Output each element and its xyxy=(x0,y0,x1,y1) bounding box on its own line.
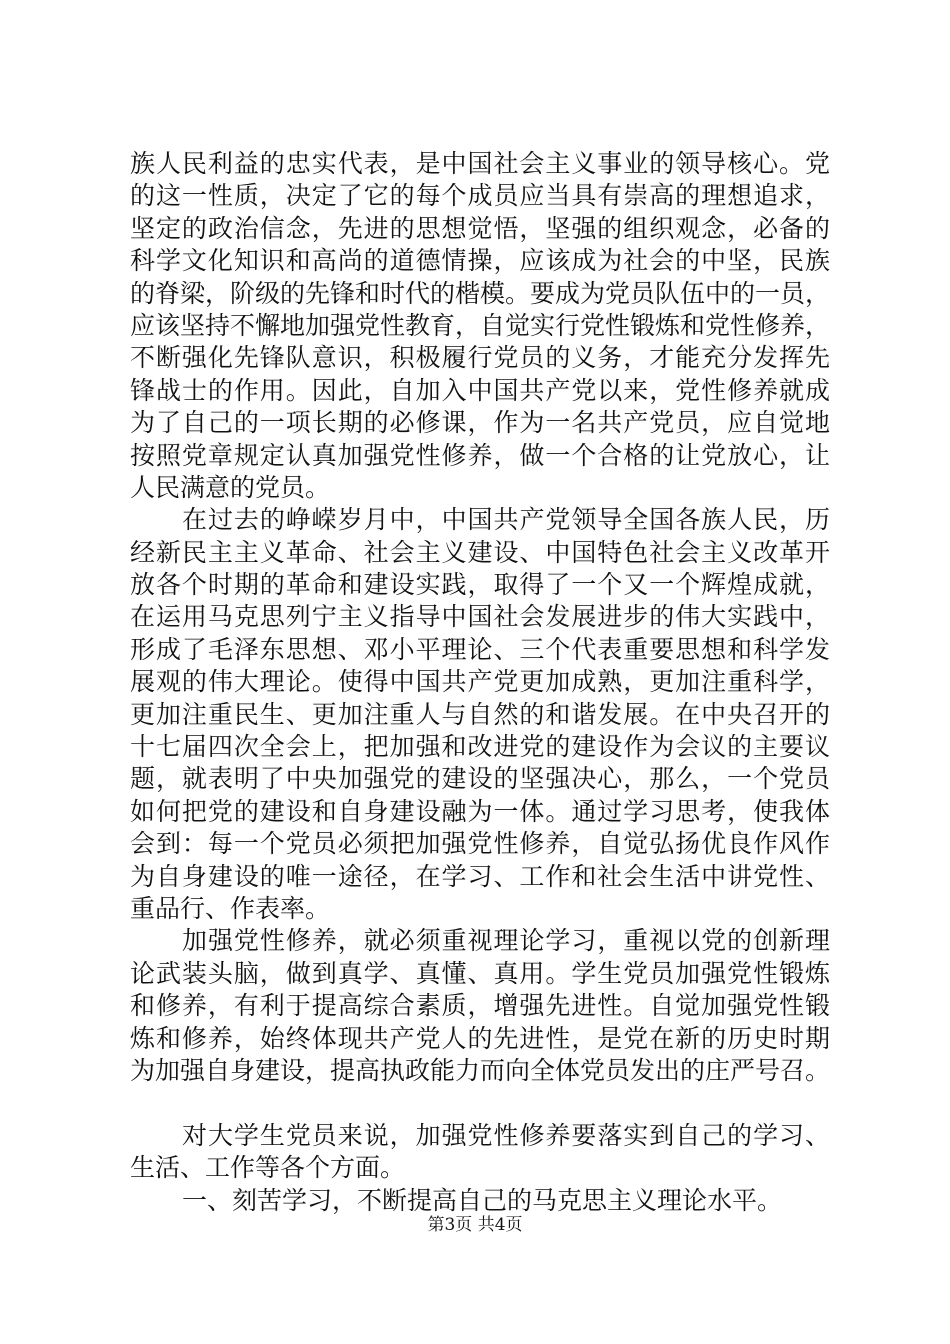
text-line: 经新民主主义革命、社会主义建设、中国特色社会主义改革开 xyxy=(130,537,830,567)
text-line: 一、刻苦学习，不断提高自己的马克思主义理论水平。 xyxy=(182,1185,783,1215)
text-line: 为加强自身建设，提高执政能力而向全体党员发出的庄严号召。 xyxy=(130,1055,831,1085)
text-line: 论武装头脑，做到真学、真懂、真用。学生党员加强党性锻炼 xyxy=(130,958,830,988)
text-line: 族人民利益的忠实代表，是中国社会主义事业的领导核心。党 xyxy=(130,149,830,178)
text-line: 坚定的政治信念，先进的思想觉悟，坚强的组织观念，必备的 xyxy=(130,213,830,243)
text-line: 科学文化知识和高尚的道德情操，应该成为社会的中坚，民族 xyxy=(130,246,830,276)
text-line: 重品行、作表率。 xyxy=(130,893,331,923)
text-line: 和修养，有利于提高综合素质，增强先进性。自觉加强党性锻 xyxy=(130,991,830,1021)
text-line: 题，就表明了中央加强党的建设的坚强决心，那么，一个党员 xyxy=(130,764,830,794)
text-line: 炼和修养，始终体现共产党人的先进性，是党在新的历史时期 xyxy=(130,1023,830,1053)
text-line: 的脊梁，阶级的先锋和时代的楷模。要成为党员队伍中的一员， xyxy=(130,278,831,308)
text-line: 形成了毛泽东思想、邓小平理论、三个代表重要思想和科学发 xyxy=(130,634,830,664)
text-line: 按照党章规定认真加强党性修养，做一个合格的让党放心，让 xyxy=(130,440,830,470)
text-line: 在运用马克思列宁主义指导中国社会发展进步的伟大实践中， xyxy=(130,602,830,632)
text-line: 的这一性质，决定了它的每个成员应当具有崇高的理想追求， xyxy=(130,181,830,211)
text-line: 如何把党的建设和自身建设融为一体。通过学习思考，使我体 xyxy=(130,796,830,826)
text-line: 应该坚持不懈地加强党性教育，自觉实行党性锻炼和党性修养， xyxy=(130,310,831,340)
text-line: 人民满意的党员。 xyxy=(130,472,331,502)
text-line: 放各个时期的革命和建设实践，取得了一个又一个辉煌成就， xyxy=(130,570,830,600)
text-line: 锋战士的作用。因此，自加入中国共产党以来，党性修养就成 xyxy=(130,375,830,405)
paragraph-gap xyxy=(130,1087,830,1119)
text-line: 对大学生党员来说，加强党性修养要落实到自己的学习、 xyxy=(182,1120,830,1150)
page-footer: 第3页 共4页 xyxy=(427,1215,523,1235)
text-line: 十七届四次全会上，把加强和改进党的建设作为会议的主要议 xyxy=(130,732,830,762)
text-line: 不断强化先锋队意识，积极履行党员的义务，才能充分发挥先 xyxy=(130,343,830,373)
text-line: 为了自己的一项长期的必修课，作为一名共产党员，应自觉地 xyxy=(130,408,830,438)
text-line: 为自身建设的唯一途径，在学习、工作和社会生活中讲党性、 xyxy=(130,861,830,891)
text-line: 加强党性修养，就必须重视理论学习，重视以党的创新理 xyxy=(182,926,830,956)
paragraph xyxy=(130,925,830,1087)
paragraph xyxy=(130,1120,830,1185)
paragraph xyxy=(130,148,830,504)
text-line: 生活、工作等各个方面。 xyxy=(130,1153,406,1183)
document-body xyxy=(130,148,830,1217)
paragraph xyxy=(130,504,830,925)
paragraph xyxy=(130,1185,830,1217)
text-line: 展观的伟大理论。使得中国共产党更加成熟，更加注重科学， xyxy=(130,667,830,697)
text-line: 在过去的峥嵘岁月中，中国共产党领导全国各族人民，历 xyxy=(182,505,830,535)
text-line: 会到：每一个党员必须把加强党性修养，自觉弘扬优良作风作 xyxy=(130,829,830,859)
text-line: 更加注重民生、更加注重人与自然的和谐发展。在中央召开的 xyxy=(130,699,830,729)
